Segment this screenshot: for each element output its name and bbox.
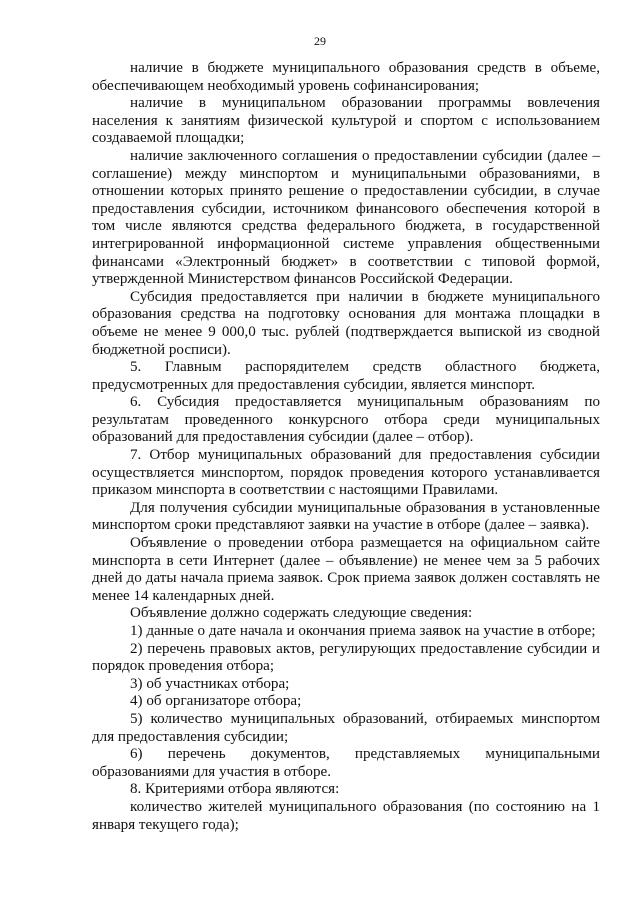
list-item-5: 5) количество муниципальных образований, отбираемых минспортом для предоставления субсидии;	[92, 710, 600, 745]
paragraph-item-6: 6. Субсидия предоставляется муниципальным образованиям по результатам проведенного конкурсного отбора среди муниципальных образований для предоставления субсидии (далее – отбор).	[92, 394, 600, 446]
document-body	[92, 60, 600, 834]
list-item-3: 3) об участниках отбора;	[130, 675, 290, 692]
page-number: 29	[314, 34, 326, 48]
list-item-4: 4) об организаторе отбора;	[130, 693, 302, 710]
list-item-1: 1) данные о дате начала и окончания приема заявок на участие в отборе;	[130, 623, 596, 639]
paragraph-item-8: 8. Критериями отбора являются:	[130, 781, 340, 798]
paragraph-item-7: 7. Отбор муниципальных образований для предоставления субсидии осуществляется минспортом, порядок проведения которого устанавливается приказом минспорта в соответствии с настоящими Правилами.	[92, 447, 600, 499]
paragraph-cofinancing: наличие в бюджете муниципального образования средств в объеме, обеспечивающем необходимый уровень софинансирования;	[92, 60, 600, 94]
paragraph-applications: Для получения субсидии муниципальные образования в установленные минспортом сроки представляют заявки на участие в отборе (далее – заявка).	[92, 499, 600, 534]
paragraph-subsidy-condition: Субсидия предоставляется при наличии в бюджете муниципального образования средства на подготовку основания для монтажа площадки в объеме не менее 9 000,0 тыс. рублей (подтверждается выпиской из сводной бюджетной росписи).	[92, 288, 600, 358]
paragraph-sports-program: наличие в муниципальном образовании программы вовлечения населения к занятиям физической культурой и спортом с использованием создаваемой площадки;	[92, 95, 600, 147]
paragraph-criteria-population: количество жителей муниципального образования (по состоянию на 1 января текущего года);	[92, 798, 600, 833]
paragraph-announcement-contents: Объявление должно содержать следующие сведения:	[130, 605, 473, 622]
paragraph-agreement: наличие заключенного соглашения о предоставлении субсидии (далее – соглашение) между минспортом и муниципальными образованиями, в отношении которых принято решение о предоставлении субсидии, в случае предоставления субсидии, источником финансового обеспечения которой в том числе являются средства федерального бюджета, в государственной интегрированной информационной системе управления общественными финансами «Электронный бюджет» в соответствии с типовой формой, утвержденной Министерством финансов Российской Федерации.	[92, 147, 600, 288]
paragraph-item-5: 5. Главным распорядителем средств областного бюджета, предусмотренных для предоставления субсидии, является минспорт.	[92, 359, 600, 393]
list-item-6: 6) перечень документов, представляемых муниципальными образованиями для участия в отборе.	[92, 746, 600, 780]
list-item-2: 2) перечень правовых актов, регулирующих предоставление субсидии и порядок проведения отбора;	[92, 640, 600, 675]
paragraph-announcement: Объявление о проведении отбора размещается на официальном сайте минспорта в сети Интернет (далее – объявление) не менее чем за 5 рабочих дней до даты начала приема заявок. Срок приема заявок должен составлять не менее 14 календарных дней.	[92, 535, 600, 604]
